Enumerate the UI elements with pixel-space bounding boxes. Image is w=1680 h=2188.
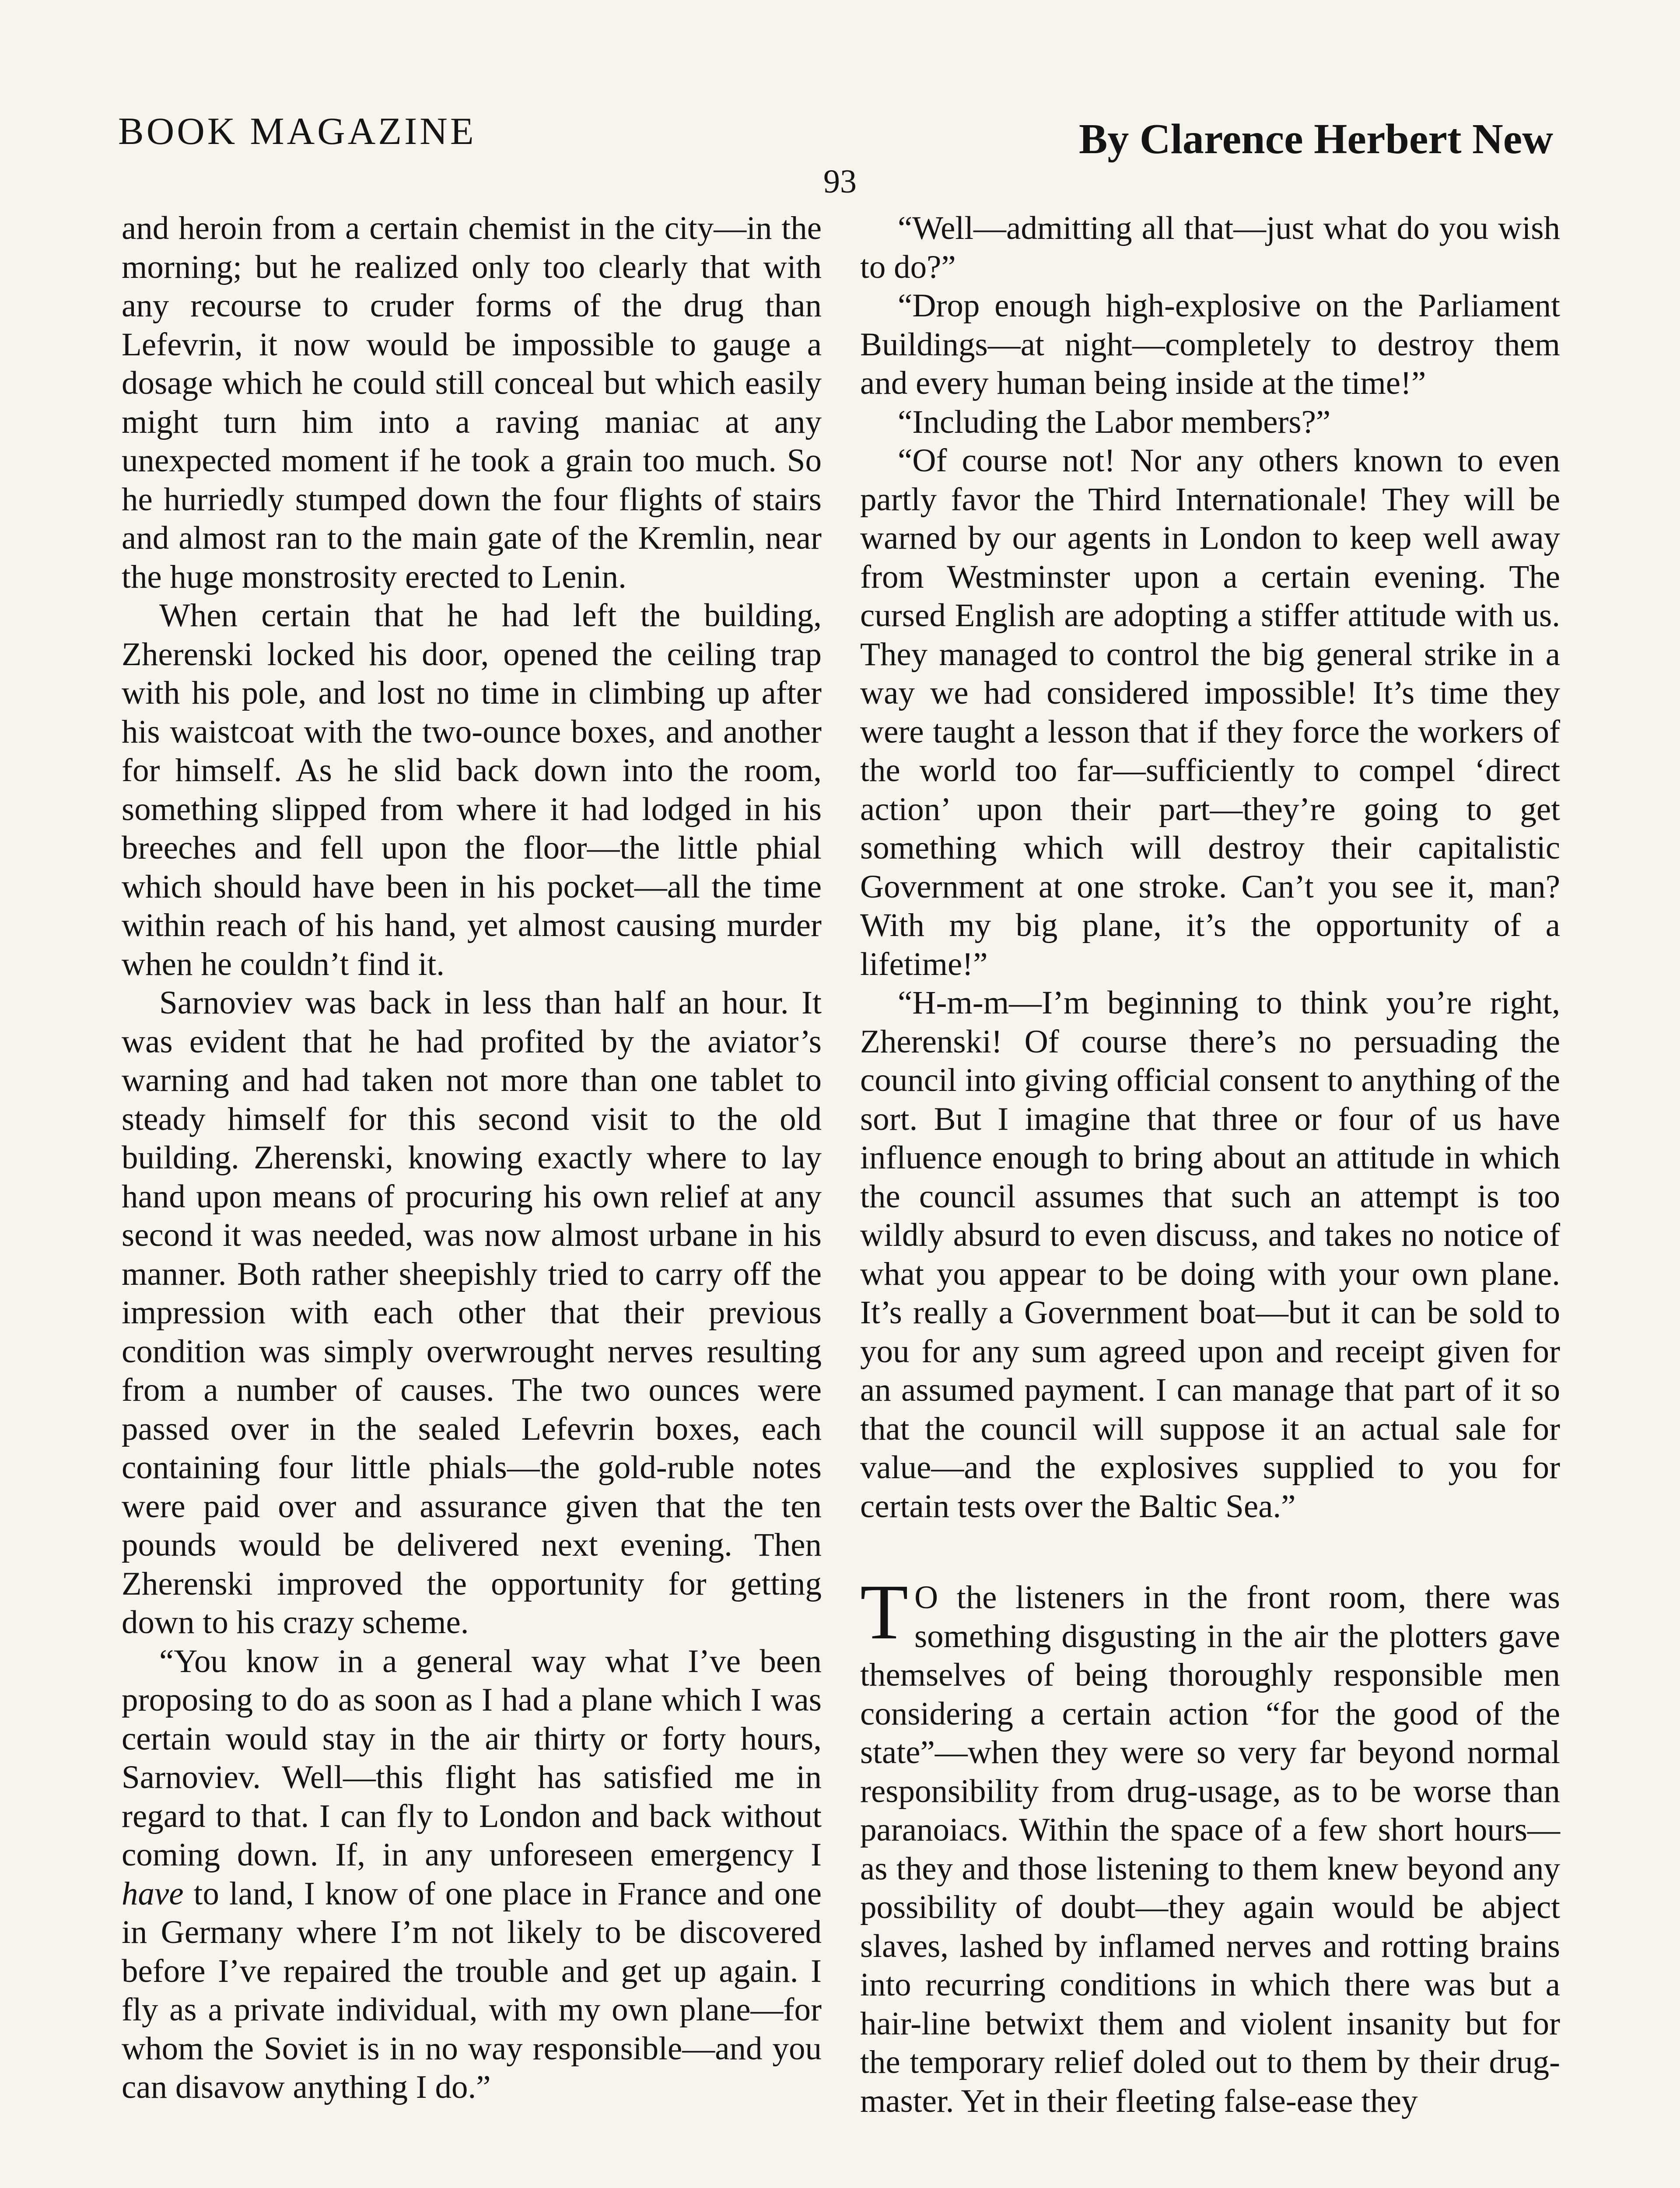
running-header-author: By Clarence Herbert New bbox=[1079, 116, 1553, 163]
paragraph: Sarnoviev was back in less than half an hour. It was evident that he had profited by the aviator’s warning and had taken not more than one tablet to steady himself for this second visit to the old building. Zherenski, knowing exactly where to lay hand upon means of procuring his own relief at any second it was needed, was now almost urbane in his manner. Both rather sheepishly tried to carry off the impression with each other that their previous condition was simply overwrought nerves resulting from a number of causes. The two ounces were passed over in the sealed Lefevrin boxes, each containing four little phials—the gold-ruble notes were paid over and assurance given that the ten pounds would be delivered next evening. Then Zherenski improved the opportunity for getting down to his crazy scheme. bbox=[122, 985, 822, 1641]
left-text-column bbox=[122, 209, 822, 2107]
emphasized-word: have bbox=[122, 1875, 184, 1912]
section-opening-paragraph bbox=[860, 1568, 1560, 2121]
paragraph: “Drop enough high-explosive on the Parliament Buildings—at night—completely to destroy them and every human being inside at the time!” bbox=[860, 288, 1560, 401]
paragraph: “Of course not! Nor any others known to even partly favor the Third Internationale! They will be warned by our agents in London to keep well away from Westminster upon a certain evening. The cursed English are adopting a stiffer attitude with us. They managed to control the big general strike in a way we had considered impossible! It’s time they were taught a lesson that if they force the workers of the world too far—sufficiently to compel ‘direct action’ upon their part—they’re going to get something which will destroy their capitalistic Government at one stroke. Can’t you see it, man? With my big plane, it’s the opportunity of a lifetime!” bbox=[860, 442, 1560, 982]
running-header-magazine-title: BOOK MAGAZINE bbox=[118, 110, 476, 153]
paragraph: and heroin from a certain chemist in the city—in the morning; but he realized only too clearly that with any recourse to cruder forms of the drug than Lefevrin, it now would be impossible to gauge a dosage which he could still conceal but which easily might turn him into a raving maniac at any unexpected moment if he took a grain too much. So he hurriedly stumped down the four flights of stairs and almost ran to the main gate of the Kremlin, near the huge monstrosity erected to Lenin. bbox=[122, 210, 822, 595]
paragraph-text: O the listeners in the front room, there was something disgusting in the air the plotters gave themselves of being thoroughly responsible men considering a certain action “for the good of the state”—when they were so very far beyond normal responsibility from drug-usage, as to be worse than paranoiacs. Within the space of a few short hours—as they and those listening to them knew beyond any possibility of doubt—they again would be abject slaves, lashed by inflamed nerves and rotting brains into recurring conditions in which there was but a hair-line betwixt them and violent insanity but for the temporary relief doled out to them by their drug-master. Yet in their fleeting false-ease they bbox=[860, 1579, 1560, 2119]
paragraph: “H-m-m—I’m beginning to think you’re right, Zherenski! Of course there’s no persuading the council into giving official consent to anything of the sort. But I imagine that three or four of us have influence enough to bring about an attitude in which the council assumes that such an attempt is too wildly absurd to even discuss, and takes no notice of what you appear to be doing with your own plane. It’s really a Government boat—but it can be sold to you for any sum agreed upon and receipt given for an assumed payment. I can manage that part of it so that the council will suppose it an actual sale for value—and the explosives supplied to you for certain tests over the Baltic Sea.” bbox=[860, 985, 1560, 1525]
paragraph: “Including the Labor members?” bbox=[898, 403, 1331, 440]
paragraph-text: “You know in a general way what I’ve been proposing to do as soon as I had a plane which I was certain would stay in the air thirty or forty hours, Sarnoviev. Well—this flight has satisfied me in regard to that. I can fly to London and back without coming down. If, in any unforeseen emergency I bbox=[122, 1643, 822, 1873]
paragraph bbox=[122, 1642, 822, 2107]
page-number: 93 bbox=[823, 163, 857, 200]
drop-cap: T bbox=[860, 1568, 908, 1655]
right-text-column bbox=[860, 209, 1560, 2121]
paragraph-text: to land, I know of one place in France and one in Germany where I’m not likely to be discovered before I’ve repaired the trouble and get up again. I fly as a private individual, with my own plane—for whom the Soviet is in no way responsible—and you can disavow anything I do.” bbox=[122, 1875, 822, 2105]
paragraph: “Well—admitting all that—just what do you wish to do?” bbox=[860, 210, 1560, 285]
paragraph: When certain that he had left the building, Zherenski locked his door, opened the ceiling trap with his pole, and lost no time in climbing up after his waistcoat with the two-ounce boxes, and another for himself. As he slid back down into the room, something slipped from where it had lodged in his breeches and fell upon the floor—the little phial which should have been in his pocket—all the time within reach of his hand, yet almost causing murder when he couldn’t find it. bbox=[122, 597, 822, 982]
